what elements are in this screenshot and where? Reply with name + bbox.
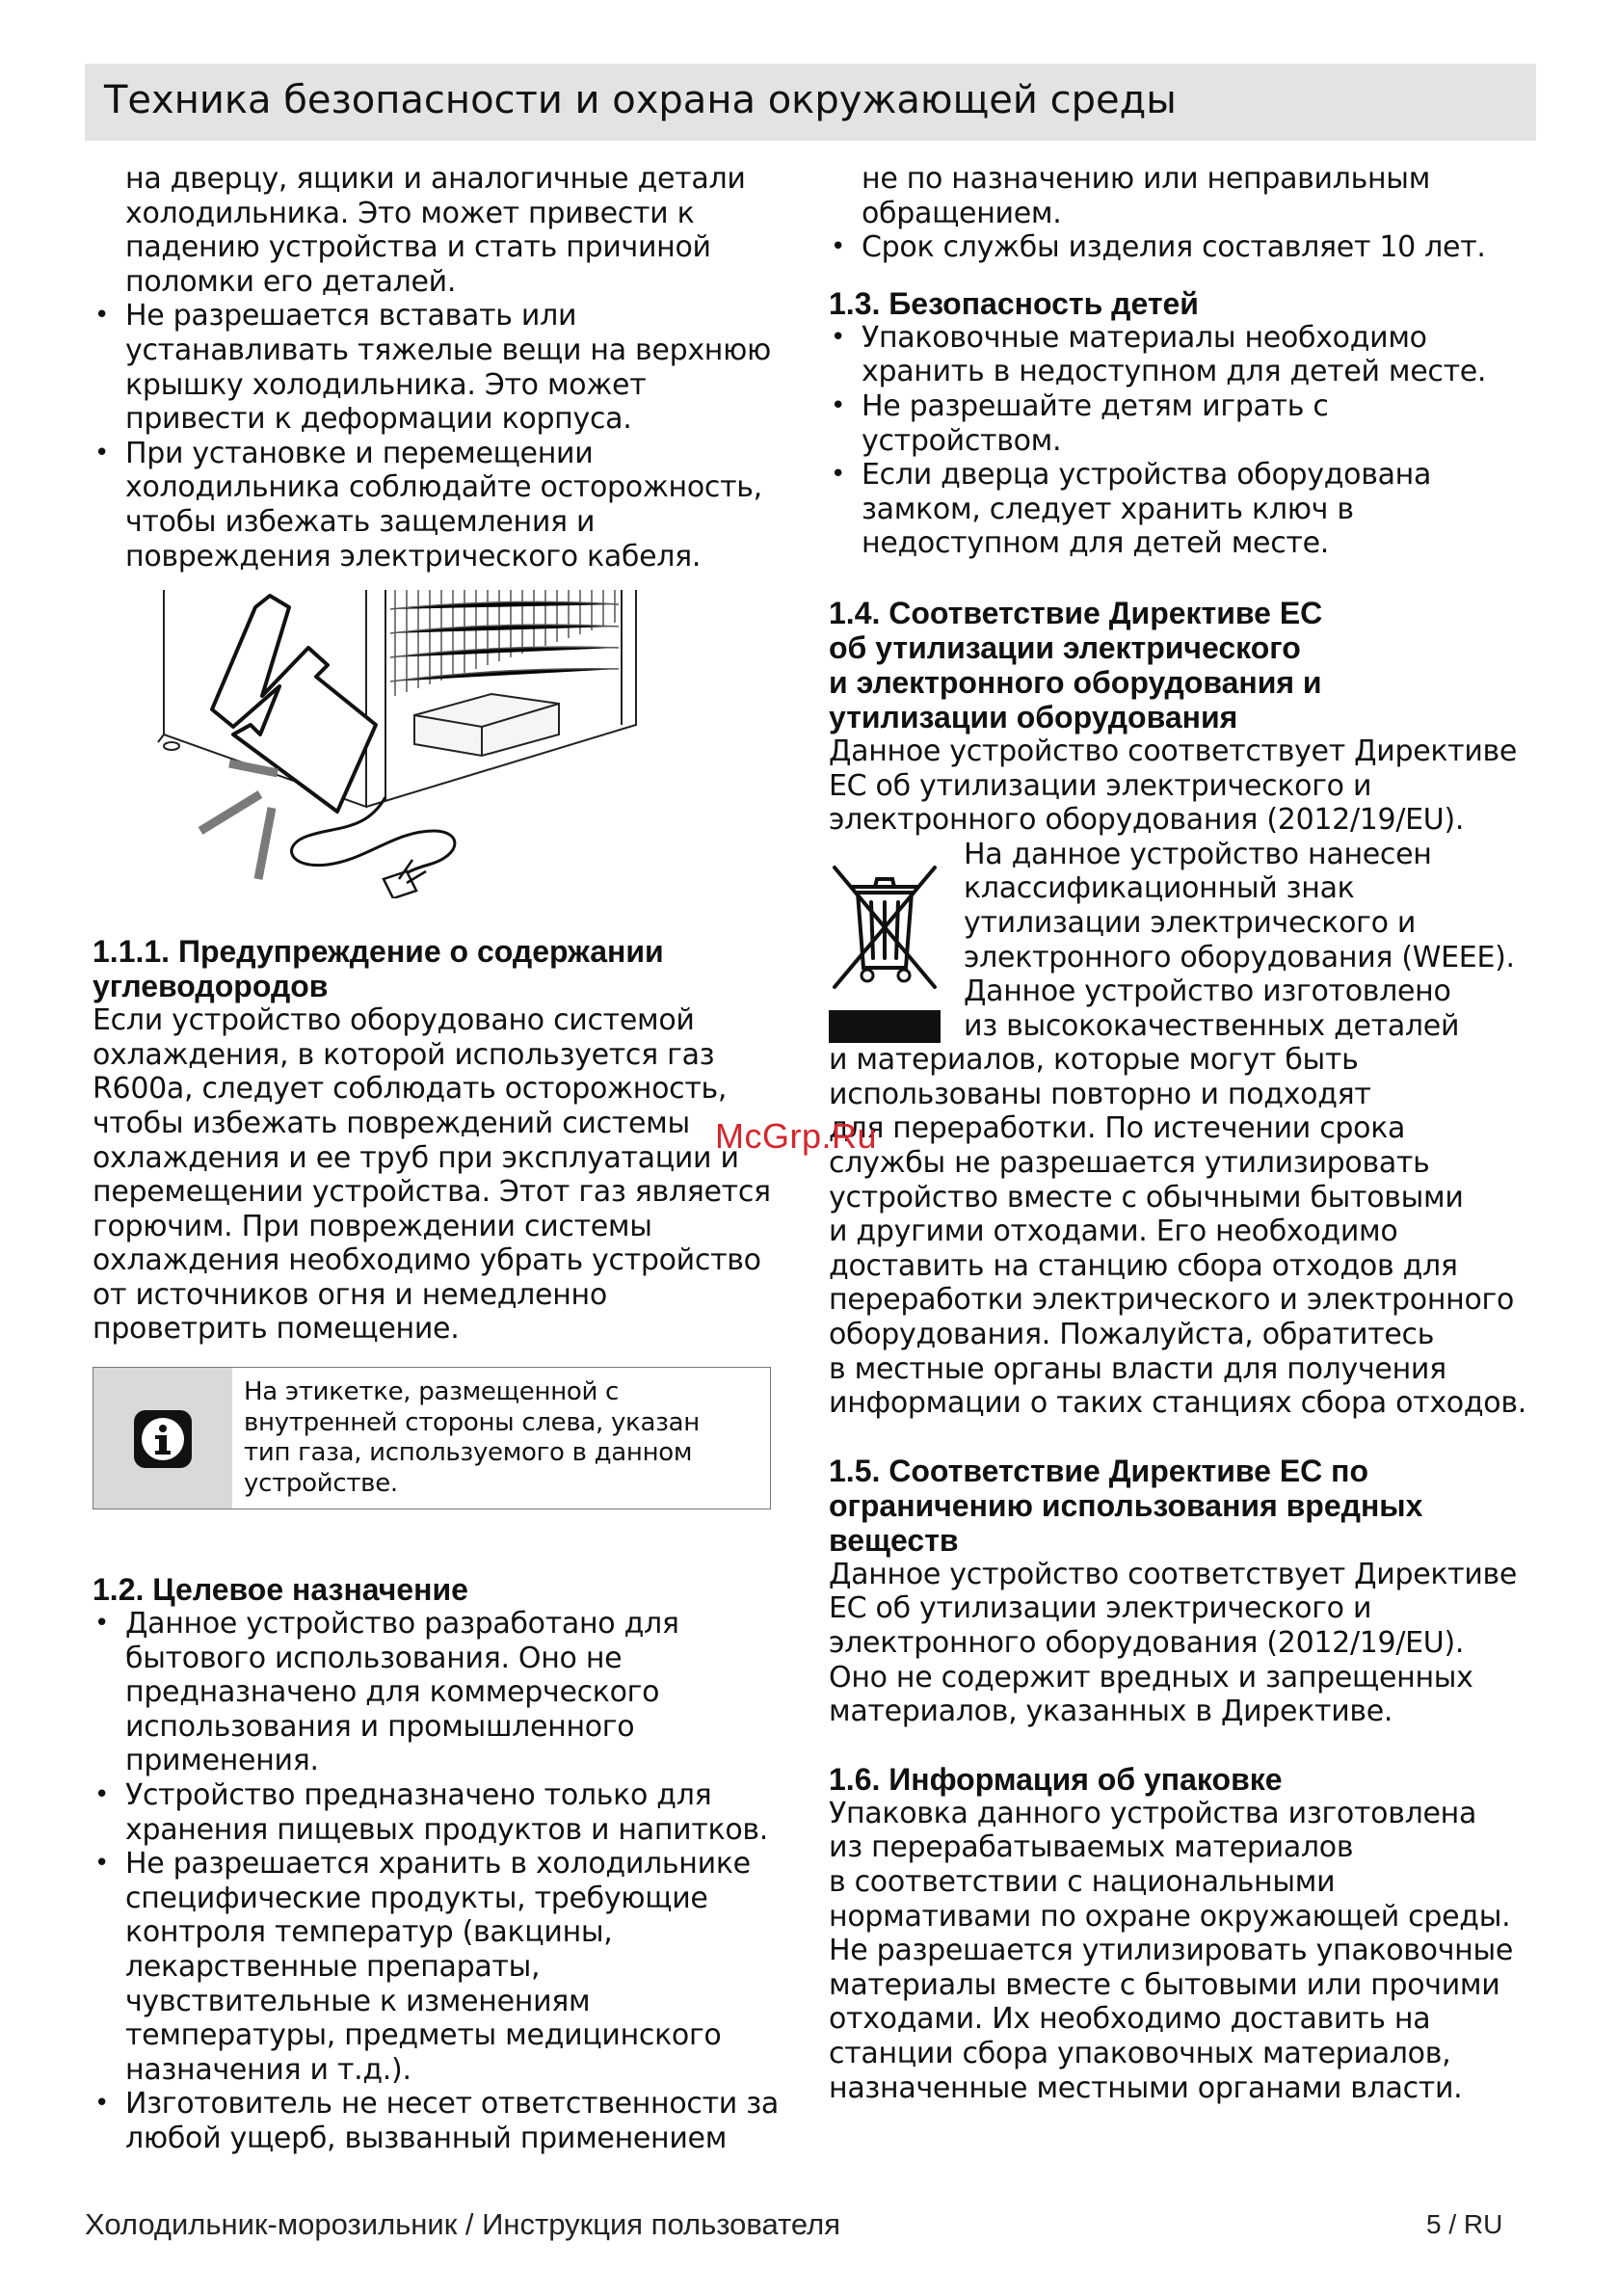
section-1-4-body-beside-icon: На данное устройство нанесен классификационный знак утилизации электрического и электронного оборудования (WEEE). Данное устройство изготовлено из высококачественных деталей [964, 837, 1515, 1043]
section-1-3-bullets [829, 321, 1550, 561]
list-item: • Упаковочные материалы необходимо хранить в недоступном для детей месте. [829, 321, 1550, 389]
right-continuation: не по назначению или неправильным обращением. [862, 162, 1431, 230]
section-1-5-body: Данное устройство соответствует Директиве ЕС об утилизации электрического и электронного оборудования (2012/19/EU). Оно не содержит вредных и запрещенных материалов, указанных в Директиве. [829, 1557, 1518, 1729]
left-column [93, 162, 786, 2156]
watermark-text: McGrp.Ru [715, 1116, 878, 1156]
section-1-4-heading: 1.4. Соответствие Директиве ЕС об утилизации электрического и электронного оборудования и утилизации оборудования [829, 595, 1323, 734]
info-icon [132, 1408, 194, 1470]
section-1-3-heading: 1.3. Безопасность детей [829, 285, 1199, 321]
info-icon-cell [93, 1368, 232, 1508]
footer-document-title: Холодильник-морозильник / Инструкция пользователя [85, 2207, 840, 2241]
list-item: • Устройство предназначено только для хранения пищевых продуктов и напитков. [93, 1778, 786, 1847]
page-header [85, 64, 1536, 141]
list-item: • Изготовитель не несет ответственности за любой ущерб, вызванный применением [93, 2087, 786, 2155]
section-1-1-1-body: Если устройство оборудовано системой охлаждения, в которой используется газ R600a, следует соблюдать осторожность, чтобы избежать повреждений системы охлаждения и ее труб при эксплуатации и перемещении устройства. Этот газ является горючим. При повреждении системы охлаждения необходимо убрать устройство от источников огня и немедленно проветрить помещение. [93, 1003, 771, 1347]
info-note-text: На этикетке, размещенной с внутренней стороны слева, указан тип газа, используемого в данном устройстве. [244, 1377, 700, 1498]
list-item: • Не разрешается хранить в холодильнике специфические продукты, требующие контроля температур (вакцины, лекарственные препараты, чувствительные к изменениям температуры, предметы медицинского назначения и т.д.). [93, 1847, 786, 2087]
section-1-6-heading: 1.6. Информация об упаковке [829, 1761, 1283, 1797]
section-1-1-1-heading: 1.1.1. Предупреждение о содержании углеводородов [93, 934, 664, 1004]
section-1-5-heading: 1.5. Соответствие Директиве ЕС по ограничению использования вредных веществ [829, 1453, 1423, 1558]
top-bullet-list [93, 299, 786, 574]
footer-page-number: 5 / RU [1426, 2209, 1503, 2239]
intro-continuation: на дверцу, ящики и аналогичные детали холодильника. Это может привести к падению устройства и стать причиной поломки его деталей. [125, 162, 746, 299]
section-1-2-heading: 1.2. Целевое назначение [93, 1572, 468, 1608]
list-item: • Не разрешайте детям играть с устройством. [829, 389, 1550, 458]
section-1-4-body-rest: и материалов, которые могут быть использованы повторно и подходят для переработки. По истечении срока службы не разрешается утилизировать устройство вместе с обычными бытовыми и другими отходами. Его необходимо доставить на станцию сбора отходов для переработки электрического и электронного оборудования. Пожалуйста, обратитесь в местные органы власти для получения информации о таких станциях сбора отходов. [829, 1043, 1526, 1421]
page-title: Техника безопасности и охрана окружающей среды [104, 78, 1177, 122]
fridge-cable-illustration [145, 590, 646, 898]
weee-crossed-bin-icon [829, 864, 941, 993]
list-item: • Если дверца устройства оборудована замком, следует хранить ключ в недоступном для детей месте. [829, 458, 1550, 561]
list-item: • Не разрешается вставать или устанавливать тяжелые вещи на верхнюю крышку холодильника. Это может привести к деформации корпуса. [93, 299, 786, 436]
list-item: • При установке и перемещении холодильника соблюдайте осторожность, чтобы избежать защемления и повреждения электрического кабеля. [93, 437, 786, 574]
info-note-box [93, 1367, 771, 1509]
list-item: • Срок службы изделия составляет 10 лет. [829, 230, 1550, 265]
section-1-4-body-lead: Данное устройство соответствует Директиве ЕС об утилизации электрического и электронного оборудования (2012/19/EU). [829, 734, 1518, 838]
right-column [829, 162, 1550, 2105]
section-1-2-bullets [93, 1607, 786, 2156]
weee-black-bar [829, 1010, 941, 1043]
section-1-6-body: Упаковка данного устройства изготовлена из перерабатываемых материалов в соответствии с национальными нормативами по охране окружающей среды. Не разрешается утилизировать упаковочные материалы вместе с бытовыми или прочими отходами. Их необходимо доставить на станции сбора упаковочных материалов, назначенные местными органами власти. [829, 1796, 1514, 2105]
service-life-list [829, 230, 1550, 265]
list-item: • Данное устройство разработано для бытового использования. Оно не предназначено для коммерческого использования и промышленного применения. [93, 1607, 786, 1778]
